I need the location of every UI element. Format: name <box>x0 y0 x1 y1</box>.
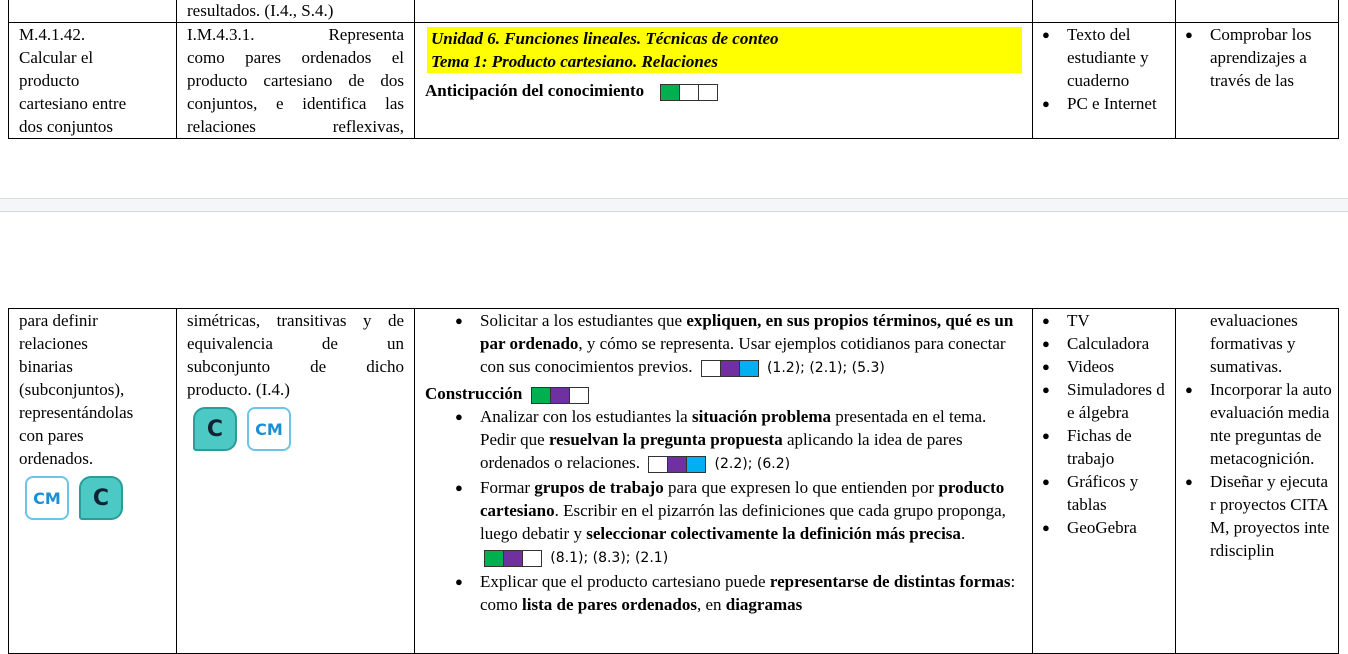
c-icon: C <box>79 476 123 520</box>
list-item: ● Gráficos y tablas <box>1037 470 1171 516</box>
c-icon: C <box>193 407 237 451</box>
list-item: ● Texto del estudiante y cuaderno <box>1037 23 1175 92</box>
list-item: ● Calculadora <box>1037 332 1171 355</box>
activities-cell <box>415 309 1033 654</box>
planning-table-page-2 <box>8 308 1339 654</box>
evaluation-cell: evaluaciones formativas y sumativas. ● Incorporar la autoevaluación mediante preguntas de metacognición. ● Diseñar y ejecutar proyectos CITAM, proyectos interdisciplin <box>1176 309 1339 654</box>
planning-table-page-1 <box>8 0 1339 139</box>
progress-bar-icon <box>701 360 759 377</box>
list-item: ● Incorporar la autoevaluación mediante preguntas de metacognición. <box>1180 378 1332 470</box>
table-row <box>9 309 1339 654</box>
skill-cell: para definir relaciones binarias (subconjuntos), representándolas con pares ordenados. CM C <box>9 309 177 654</box>
progress-bar-icon <box>660 84 718 101</box>
skill-icons <box>25 476 176 520</box>
construction-list <box>450 405 1022 616</box>
list-item: ● Fichas de trabajo <box>1037 424 1171 470</box>
list-item: ● GeoGebra <box>1037 516 1171 539</box>
indicator-cell: simétricas, transitivas y de equivalencia de un subconjunto de dicho producto. (I.4.) C CM <box>177 309 415 654</box>
list-item: ● Diseñar y ejecutar proyectos CITAM, proyectos interdisciplin <box>1180 470 1332 562</box>
list-item: ● Simuladores de álgebra <box>1037 378 1171 424</box>
prev-row-cell: resultados. (I.4., S.4.) <box>177 0 415 23</box>
unit-heading: Unidad 6. Funciones lineales. Técnicas de conteo Tema 1: Producto cartesiano. Relaciones <box>427 27 1022 73</box>
list-item: ● Analizar con los estudiantes la situación problema presentada en el tema. Pedir que resuelvan la pregunta propuesta aplicando la idea de pares ordenados o relaciones. (2.2); (6.2) <box>450 405 1022 476</box>
progress-bar-icon <box>648 456 706 473</box>
construction-heading: Construcción <box>425 382 1022 405</box>
list-item: ● Solicitar a los estudiantes que expliquen, en sus propios términos, qué es un par ordenado, y cómo se representa. Usar ejemplos cotidianos para conectar con sus conocimientos previos. (1.2); (2.1); (5.3) <box>450 309 1022 380</box>
resources-cell <box>1033 23 1176 139</box>
resources-list <box>1037 23 1175 115</box>
evaluation-list <box>1180 23 1338 92</box>
progress-bar-icon <box>531 387 589 404</box>
skill-cell: M.4.1.42. Calcular el producto cartesiano entre dos conjuntos <box>9 23 177 139</box>
indicator-icons <box>193 407 404 451</box>
resources-list <box>1037 309 1171 539</box>
cm-icon: CM <box>247 407 291 451</box>
activities-cell <box>415 23 1033 139</box>
table-row-previous <box>9 0 1339 23</box>
progress-bar-icon <box>484 550 542 567</box>
list-item: ● PC e Internet <box>1037 92 1175 115</box>
page-break <box>0 198 1348 212</box>
list-item: ● Explicar que el producto cartesiano puede representarse de distintas formas: como lista de pares ordenados, en diagramas <box>450 570 1022 616</box>
table-row <box>9 23 1339 139</box>
resources-cell <box>1033 309 1176 654</box>
cm-icon: CM <box>25 476 69 520</box>
indicator-cell: I.M.4.3.1. Representa como pares ordenados el producto cartesiano de dos conjuntos, e identifica las relaciones reflexivas, <box>177 23 415 139</box>
list-item: ● TV <box>1037 309 1171 332</box>
evaluation-list <box>1180 378 1332 562</box>
phase-heading: Anticipación del conocimiento <box>425 79 1032 102</box>
activities-list <box>450 309 1022 380</box>
list-item: ● Videos <box>1037 355 1171 378</box>
list-item: ● Comprobar los aprendizajes a través de las <box>1180 23 1338 92</box>
list-item: ● Formar grupos de trabajo para que expresen lo que entienden por producto cartesiano. Escribir en el pizarrón las definiciones que cada grupo proponga, luego debatir y seleccionar colectivamente la definición más precisa. (8.1); (8.3); (2.1) <box>450 476 1022 570</box>
evaluation-cell <box>1176 23 1339 139</box>
